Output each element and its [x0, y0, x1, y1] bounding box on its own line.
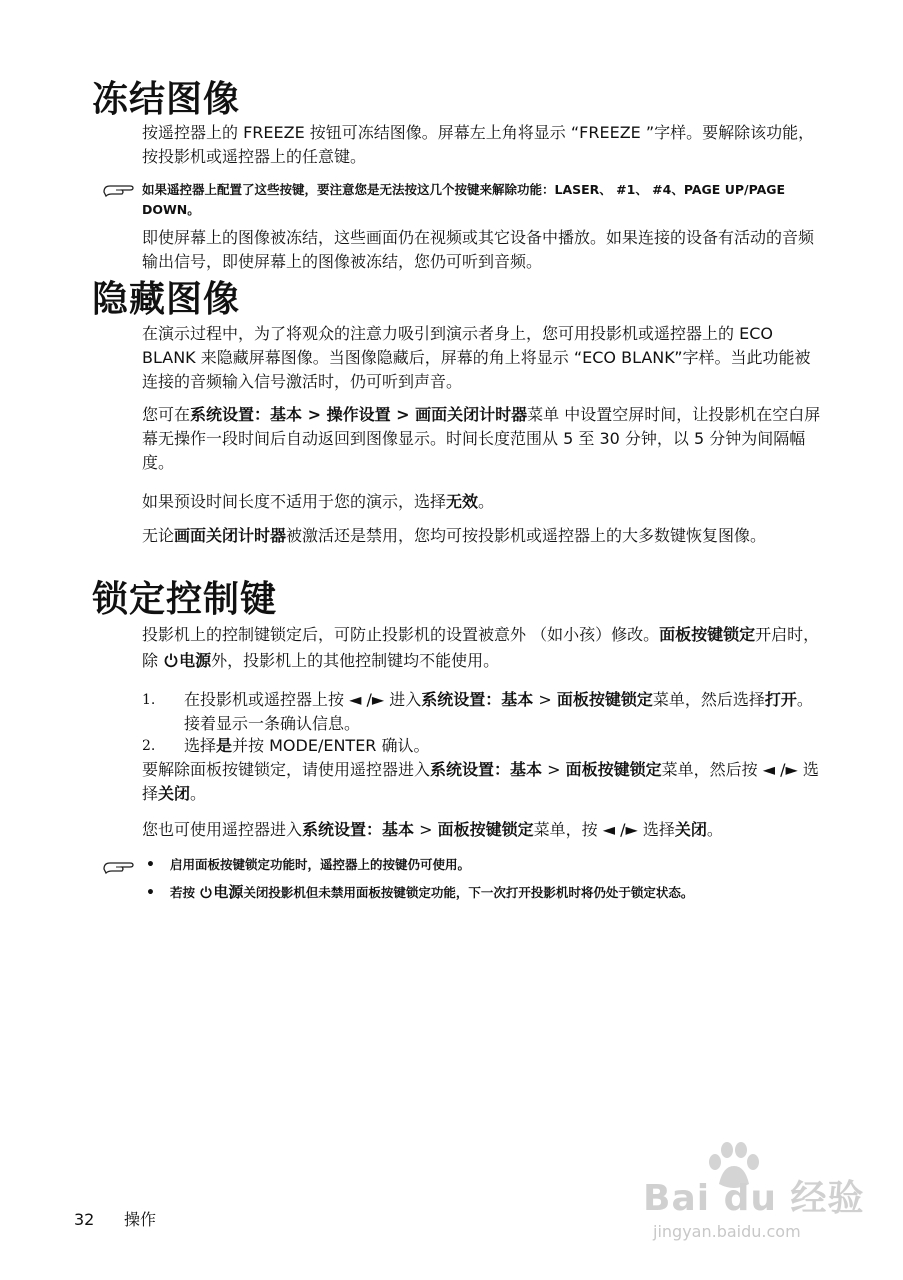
text: 您也可使用遥控器进入 [142, 820, 303, 839]
text: 要解除面板按键锁定，请使用遥控器进入 [142, 760, 431, 779]
text: 无论 [142, 526, 175, 545]
option-disabled: 无效 [446, 492, 479, 511]
bullet: • [146, 857, 155, 873]
text: 并按 MODE/ENTER 确认。 [232, 736, 430, 755]
menu-item: 面板按键锁定 [556, 690, 653, 709]
text: 如果预设时间长度不适用于您的演示，选择 [142, 492, 447, 511]
section-title-hide-image: 隐藏图像 [92, 279, 241, 320]
text: 。 [478, 492, 495, 511]
menu-item: 面板按键锁定 [565, 760, 662, 779]
step-2 [184, 734, 824, 758]
watermark-brand: Bai du 经验 [643, 1178, 865, 1219]
option-off: 关闭 [674, 820, 707, 839]
section-title-freeze: 冻结图像 [92, 79, 241, 120]
menu-item: 系统设置：基本 [302, 820, 415, 839]
baidu-watermark [643, 1140, 863, 1260]
bullet: • [146, 885, 155, 901]
lock-note-1: 启用面板按键锁定功能时，遥控器上的按键仍可使用。 [170, 857, 471, 872]
lock-paragraph-2 [142, 758, 822, 806]
power-label: 电源 [179, 651, 212, 670]
option-on: 打开 [764, 690, 797, 709]
text: 外，投影机上的其他控制键均不能使用。 [211, 651, 500, 670]
menu-item: 系统设置：基本 [430, 760, 543, 779]
text: 被激活还是禁用，您均可按投影机或遥控器上的大多数键恢复图像。 [286, 526, 767, 545]
text: 开启时，除 [142, 625, 820, 670]
text: 您可在 [142, 405, 191, 424]
section-title-lock-keys: 锁定控制键 [92, 579, 278, 620]
lock-paragraph-1 [142, 622, 822, 674]
hide-paragraph-1: 在演示过程中，为了将观众的注意力吸引到演示者身上，您可用投影机或遥控器上的 ECO BLANK 来隐藏屏幕图像。当图像隐藏后，屏幕的角上将显示 “ECO BLANK”字样。当此功能被连接的音频输入信号激活时，仍可听到声音。 [142, 324, 811, 391]
text: 菜单 中设置空屏时间，让投影机在空白屏幕无操作一段时间后自动返回到图像显示。时间长度范围从 5 至 30 分钟，以 5 分钟为间隔幅度。 [142, 405, 821, 472]
menu-path: 系统设置：基本 > 操作设置 > 画面关闭计时器 [190, 405, 528, 424]
freeze-paragraph-1: 按遥控器上的 FREEZE 按钮可冻结图像。屏幕左上角将显示 “FREEZE ”字样。要解除该功能，按投影机或遥控器上的任意键。 [142, 123, 815, 166]
text: 菜单，然后选择 [652, 690, 765, 709]
hide-paragraph-4 [142, 524, 822, 548]
text: 在投影机或遥控器上按 ◄ /► 进入 [184, 690, 422, 709]
note-hand-icon [102, 180, 136, 200]
text: 菜单，然后按 ◄ /► 选择 [142, 760, 819, 803]
menu-item: 系统设置：基本 [421, 690, 534, 709]
menu-item: 面板按键锁定 [659, 625, 756, 644]
power-icon [163, 652, 179, 668]
menu-item: 画面关闭计时器 [174, 526, 287, 545]
lock-note-2 [170, 881, 770, 904]
watermark-url: jingyan.baidu.com [653, 1222, 801, 1241]
menu-item: 面板按键锁定 [437, 820, 534, 839]
power-label: 电源 [213, 883, 244, 901]
footer-section-name: 操作 [124, 1210, 157, 1229]
text: > [533, 690, 557, 709]
text: 。接着显示一条确认信息。 [184, 690, 813, 733]
power-icon [199, 885, 213, 899]
text: 关闭投影机但未禁用面板按键锁定功能，下一次打开投影机时将仍处于锁定状态。 [243, 885, 694, 900]
text: 选择 [184, 736, 217, 755]
freeze-note: 如果遥控器上配置了这些按键，要注意您是无法按这几个按键来解除功能：LASER、 #1、 #4、PAGE UP/PAGE DOWN。 [142, 182, 786, 217]
freeze-paragraph-2: 即使屏幕上的图像被冻结，这些画面仍在视频或其它设备中播放。如果连接的设备有活动的音频输出信号，即使屏幕上的图像被冻结，您仍可听到音频。 [142, 228, 815, 271]
text: 菜单，按 ◄ /► 选择 [533, 820, 675, 839]
note-hand-icon [102, 857, 136, 877]
page-number: 32 [74, 1210, 95, 1229]
text: 。 [706, 820, 723, 839]
text: > [542, 760, 566, 779]
step-number: 2. [142, 738, 156, 754]
text: > [414, 820, 438, 839]
text: 若按 [170, 885, 200, 900]
hide-paragraph-3 [142, 490, 822, 514]
text: 。 [190, 784, 207, 803]
step-number: 1. [142, 692, 156, 708]
hide-paragraph-2 [142, 403, 822, 475]
lock-paragraph-3 [142, 818, 822, 842]
text: 投影机上的控制键锁定后，可防止投影机的设置被意外 （如小孩）修改。 [142, 625, 660, 644]
option-off: 关闭 [158, 784, 191, 803]
step-1 [184, 688, 824, 736]
option-yes: 是 [216, 736, 233, 755]
